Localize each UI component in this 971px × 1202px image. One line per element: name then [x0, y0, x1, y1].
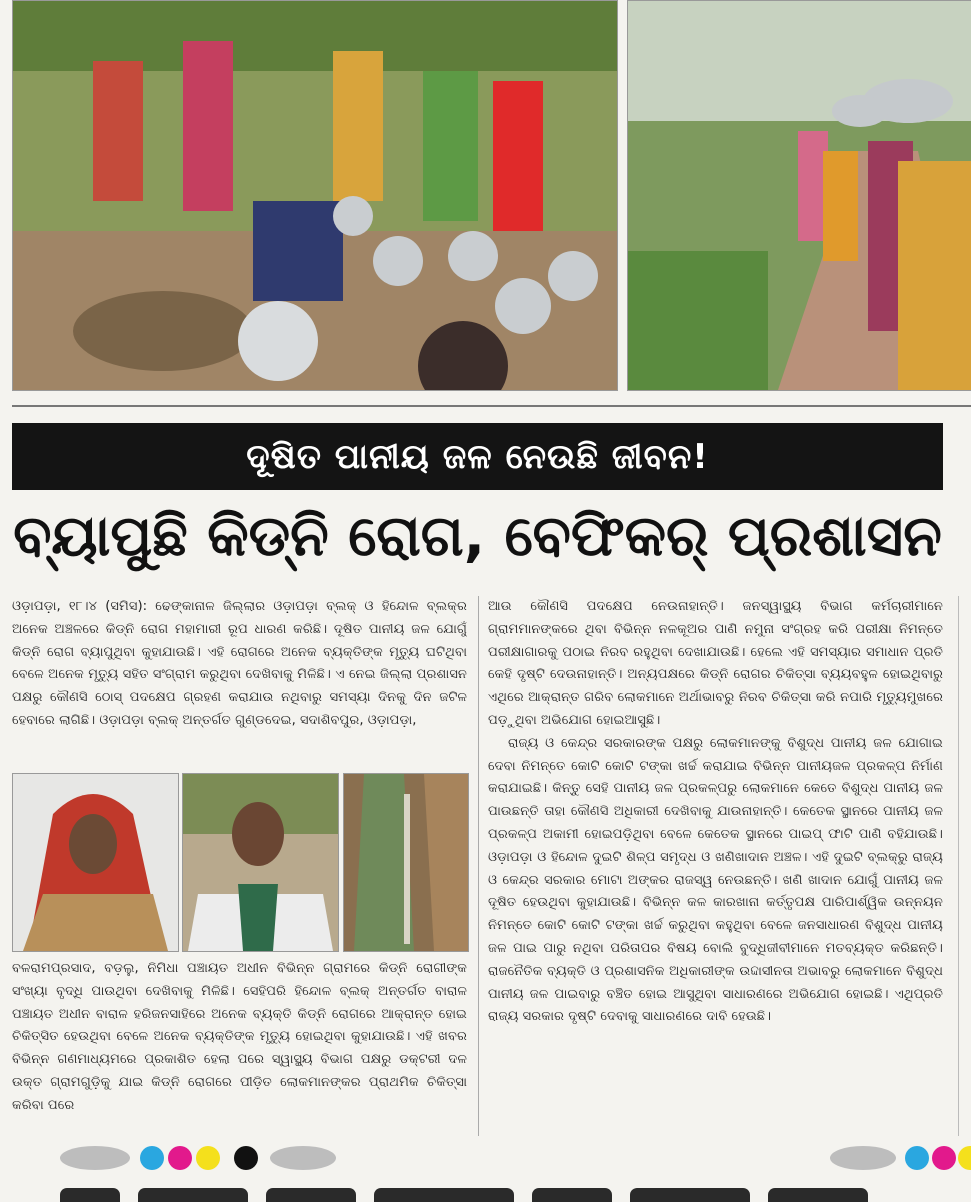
registration-dot-cyan — [905, 1146, 929, 1170]
article-paragraph: ରାଜ୍ୟ ଓ କେନ୍ଦ୍ର ସରକାରଙ୍କ ପକ୍ଷରୁ ଲୋକମାନଙ୍କୁ ବିଶୁଦ୍ଧ ପାନୀୟ ଜଳ ଯୋଗାଇ ଦେବା ନିମନ୍ତେ କୋଟି କୋଟି ଟଙ୍କା ଖର୍ଚ୍ଚ କରାଯାଇ ବିଭିନ୍ନ ପାନୀୟଜଳ ପ୍ରକଳ୍ପ ନିର୍ମାଣ କରାଯାଇଛି। କିନ୍ତୁ ସେହି ପାନୀୟ ଜଳ ପ୍ରକଳ୍ପରୁ ଲୋକମାନେ କେତେ ବିଶୁଦ୍ଧ ପାନୀୟ ଜଳ ପାଉଛନ୍ତି ତାହା କୌଣସି ଅଧିକାରୀ ଦେଖିବାକୁ ଯାଉନାହାନ୍ତି। କେତେକ ସ୍ଥାନରେ ପାନୀୟ ଜଳ ପ୍ରକଳ୍ପ ଅକାମୀ ହୋଇପଡ଼ିଥିବା ବେଳେ କେତେକ ସ୍ଥାନରେ ପାଇପ୍ ଫାଟି ପାଣି ବହିଯାଉଛି। ଓଡ଼ାପଡ଼ା ଓ ହିନ୍ଦୋଳ ଦୁଇଟି ଶିଳ୍ପ ସମୃଦ୍ଧ ଓ ଖଣିଖାଦାନ ଅଞ୍ଚଳ। ଏହି ଦୁଇଟି ବ୍ଲକ୍‌ରୁ ରାଜ୍ୟ ଓ କେନ୍ଦ୍ର ସରକାର ମୋଟା ଅଙ୍କର ରାଜସ୍ୱ ନେଉଛନ୍ତି। ଖଣି ଖାଦାନ ଯୋଗୁଁ ପାନୀୟ ଜଳ ଦୂଷିତ ହେଉଥିବା କୁହାଯାଉଛି। ବିଭିନ୍ନ କଳ କାରଖାନା କର୍ତ୍ତୃପକ୍ଷ ପାରିପାର୍ଶ୍ୱିକ ଉନ୍ନୟନ ନିମନ୍ତେ କୋଟି କୋଟି ଟଙ୍କା ଖର୍ଚ୍ଚ କରୁଥିବା କହୁଥିବା ବେଳେ ଜନସାଧାରଣ ବିଶୁଦ୍ଧ ପାନୀୟ ଜଳ ପାଇ ପାରୁ ନଥିବା ପରିତାପର ବିଷୟ ବୋଲି ବୁଦ୍ଧିଜୀବୀମାନେ ମତବ୍ୟକ୍ତ କରିଛନ୍ତି। ରାଜନୈତିକ ବ୍ୟକ୍ତି ଓ ପ୍ରଶାସନିକ ଅଧିକାରୀଙ୍କ ଉଦ୍ଦାସୀନତା ଅଭାବରୁ ଲୋକମାନେ ବିଶୁଦ୍ଧ ପାନୀୟ ଜଳ ପାଇବାରୁ ବଞ୍ଚିତ ହୋଇ ଆସୁଥିବା ସାଧାରଣରେ ଅଭିଯୋଗ ହୋଇଛି। ଏଥିପ୍ରତି ରାଜ୍ୟ ସରକାର ଦୃଷ୍ଟି ଦେବାକୁ ସାଧାରଣରେ ଦାବି ହେଉଛି। — [488, 735, 943, 1025]
registration-dot-magenta — [168, 1146, 192, 1170]
article-paragraph: ବଳରାମପ୍ରସାଦ, ବଡ଼ଲୁ, ନିମିଧା ପଞ୍ଚାୟତ ଅଧୀନ ବିଭିନ୍ନ ଗ୍ରାମରେ କିଡ୍‌ନି ରୋଗୀଙ୍କ ସଂଖ୍ୟା ବୃଦ୍ଧି ପାଉଥିବା ଦେଖିବାକୁ ମିଳିଛି। ସେହିପରି ହିନ୍ଦୋଳ ବ୍ଲକ୍ ଅନ୍ତର୍ଗତ ବାରାଳ ପଞ୍ଚାୟତ ଅଧୀନ ବାରାଳ ହରିଜନସାହିରେ ଅନେକ ବ୍ୟକ୍ତି କିଡ୍‌ନି ରୋଗରେ ଆକ୍ରାନ୍ତ ହୋଇ ଚିକିତ୍ସିତ ହେଉଥିବା ବେଳେ ଅନେକ ବ୍ୟକ୍ତିଙ୍କ ମୃତ୍ୟୁ ହୋଇଥିବା କୁହାଯାଉଛି। ଏହି ଖବର ବିଭିନ୍ନ ଗଣମାଧ୍ୟମରେ ପ୍ରକାଶିତ ହେଲା ପରେ ସ୍ୱାସ୍ଥ୍ୟ ବିଭାଗ ପକ୍ଷରୁ ଡକ୍ଟରୀ ଦଳ ଉକ୍ତ ଗ୍ରାମଗୁଡ଼ିକୁ ଯାଇ କିଡ୍‌ନି ରୋଗରେ ପୀଡ଼ିତ ଲୋକମାନଙ୍କର ପ୍ରାଥମିକ ଚିକିତ୍ସା କରିବା ପରେ — [12, 961, 467, 1113]
photo-rock-water-source — [343, 773, 469, 952]
photo-elderly-woman — [12, 773, 179, 952]
photo-women-carrying-pots — [627, 0, 971, 391]
registration-dot-black — [234, 1146, 258, 1170]
photo-women-collecting-water — [12, 0, 618, 391]
column-divider — [478, 596, 479, 1136]
article-paragraph: ଆଉ କୌଣସି ପଦକ୍ଷେପ ନେଉନାହାନ୍ତି। ଜନସ୍ୱାସ୍ଥ୍ୟ ବିଭାଗ କର୍ମଚାରୀମାନେ ଗ୍ରାମମାନଙ୍କରେ ଥିବା ବିଭିନ୍ନ ନଳକୂଅର ପାଣି ନମୁନା ସଂଗ୍ରହ କରି ପରୀକ୍ଷା ନିମନ୍ତେ ପରୀକ୍ଷାଗାରକୁ ପଠାଇ ନିରବ ରହୁଥିବା ଦେଖାଯାଉଛି। ହେଲେ ଏହି ସମସ୍ୟାର ସମାଧାନ ପ୍ରତି କେହି ଦୃଷ୍ଟି ଦେଉନାହାନ୍ତି। ଅନ୍ୟପକ୍ଷରେ କିଡ୍‌ନି ରୋଗର ଚିକିତ୍ସା ବ୍ୟୟବହୁଳ ହୋଇଥିବାରୁ ଏଥିରେ ଆକ୍ରାନ୍ତ ଗରିବ ଲୋକମାନେ ଅର୍ଥାଭାବରୁ ନିରବ ଚିକିତ୍ସା କରି ନପାରି ମୃତ୍ୟୁମୁଖରେ ପଡ଼ୁଥିବା ଅଭିଯୋଗ ହୋଇଆସୁଛି। — [488, 599, 943, 728]
article-column-2 — [488, 596, 943, 1136]
registration-dot-yellow — [958, 1146, 971, 1170]
headline: ବ୍ୟାପୁଛି କିଡ୍‌ନି ରୋଗ, ବେଫିକର୍ ପ୍ରଶାସନ — [13, 504, 942, 569]
registration-oval — [830, 1146, 896, 1170]
registration-dot-yellow — [196, 1146, 220, 1170]
photo-man — [182, 773, 339, 952]
registration-dot-magenta — [932, 1146, 956, 1170]
article-column-1-top — [12, 596, 467, 766]
right-edge-rule — [958, 596, 959, 1136]
top-divider — [12, 405, 971, 407]
registration-oval — [60, 1146, 130, 1170]
kicker-banner: ଦୂଷିତ ପାନୀୟ ଜଳ ନେଉଛି ଜୀବନ! — [12, 423, 943, 490]
article-column-1-bottom — [12, 958, 467, 1136]
registration-oval — [270, 1146, 336, 1170]
article-paragraph: ଓଡ଼ାପଡ଼ା, ୧୮।୪ (ସମିସ): ଢେଙ୍କାନାଳ ଜିଲ୍ଲାର ଓଡ଼ାପଡ଼ା ବ୍ଲକ୍ ଓ ହିନ୍ଦୋଳ ବ୍ଲକ୍‌ର ଅନେକ ଅଞ୍ଚଳରେ କିଡ୍‌ନି ରୋଗ ମହାମାରୀ ରୂପ ଧାରଣ କରିଛି। ଦୂଷିତ ପାନୀୟ ଜଳ ଯୋଗୁଁ କିଡ୍‌ନି ରୋଗ ବ୍ୟାପୁଥିବା କୁହାଯାଉଛି। ଏହି ରୋଗରେ ଅନେକ ବ୍ୟକ୍ତିଙ୍କ ମୃତ୍ୟୁ ଘଟିଥିବା ବେଳେ ଅନେକ ମୃତ୍ୟୁ ସହିତ ସଂଗ୍ରାମ କରୁଥିବା ଦେଖିବାକୁ ମିଳିଛି। ଏ ନେଇ ଜିଲ୍ଲା ପ୍ରଶାସନ ପକ୍ଷରୁ କୌଣସି ଠୋସ୍ ପଦକ୍ଷେପ ଗ୍ରହଣ କରାଯାଉ ନଥିବାରୁ ସମସ୍ୟା ଦିନକୁ ଦିନ ଜଟିଳ ହେବାରେ ଲାଗିଛି। ଓଡ଼ାପଡ଼ା ବ୍ଲକ୍ ଅନ୍ତର୍ଗତ ଗୁଣ୍ଡଦେଇ, ସଦାଶିବପୁର, ଓଡ଼ାପଡ଼ା, — [12, 599, 467, 728]
registration-dot-cyan — [140, 1146, 164, 1170]
